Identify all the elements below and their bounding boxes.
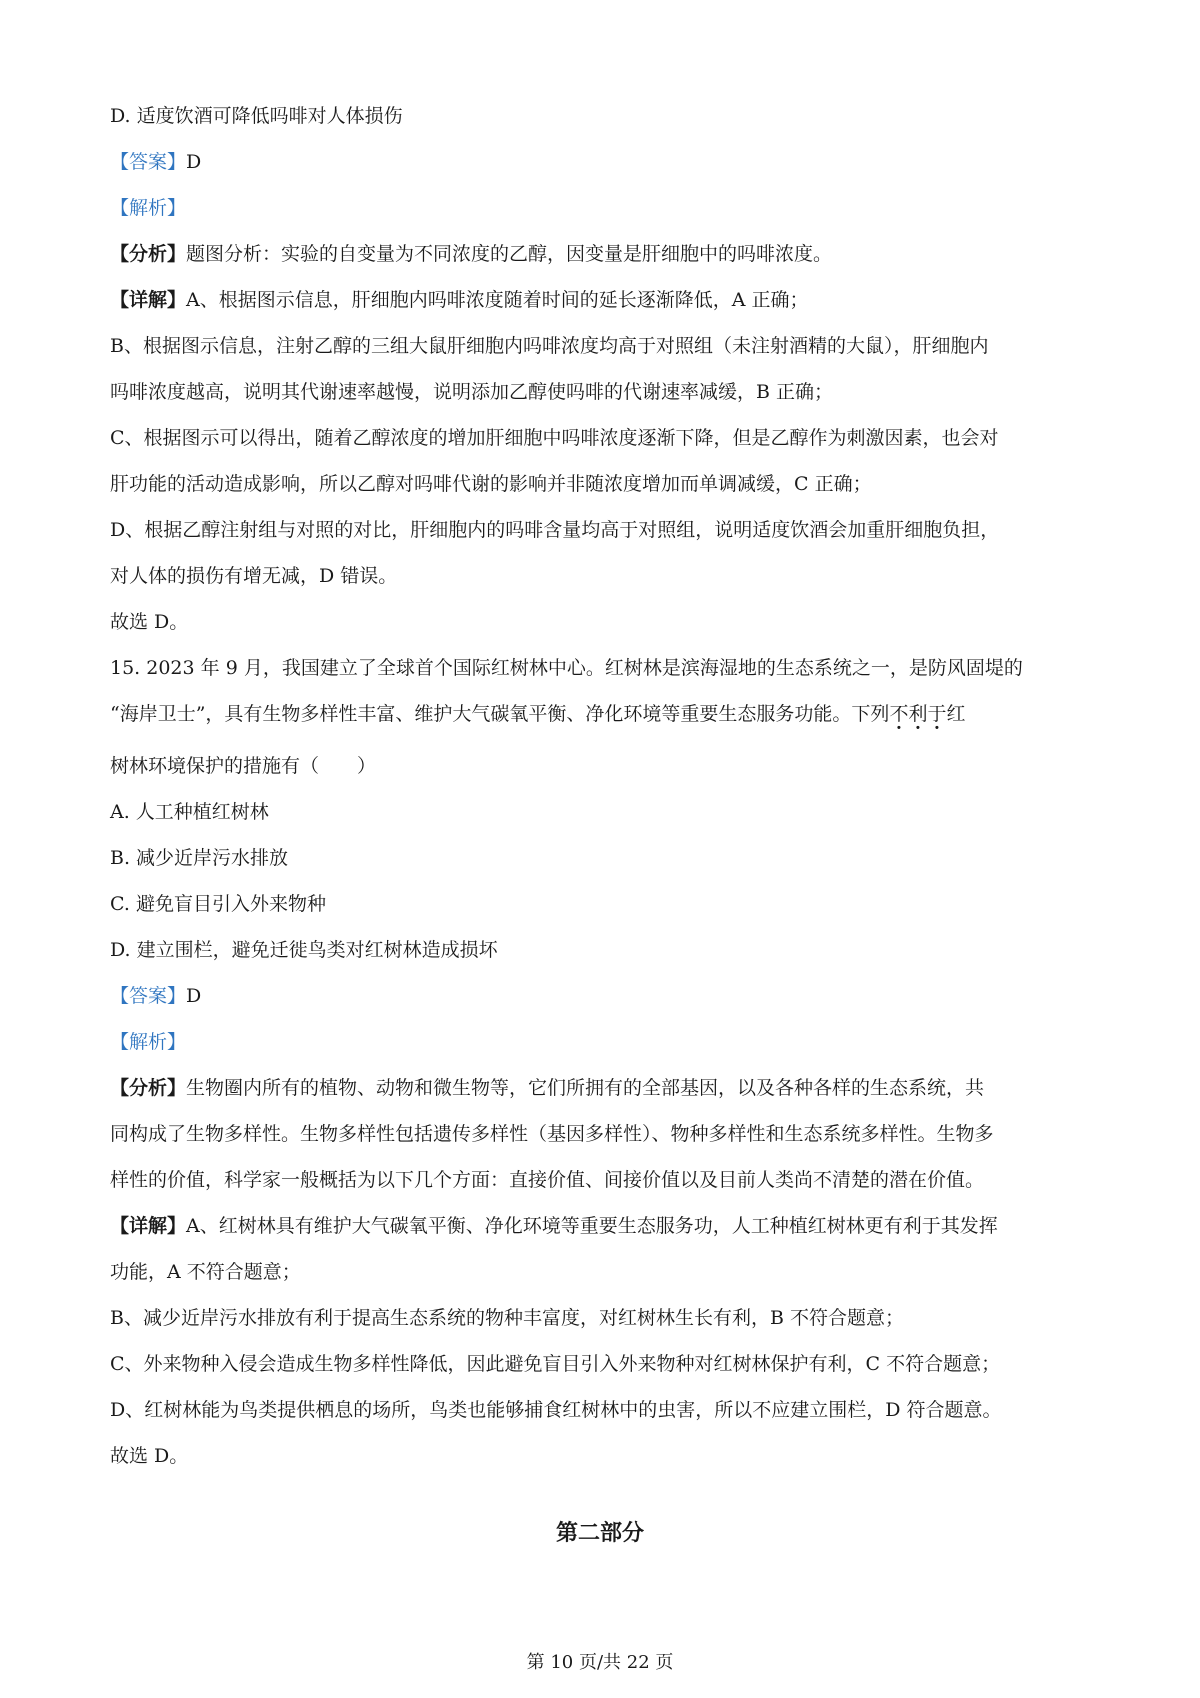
q15-b-line: B、减少近岸污水排放有利于提高生态系统的物种丰富度，对红树林生长有利，B 不符合题意；	[110, 1307, 904, 1329]
q14-fenxi-row	[110, 240, 1100, 268]
q14-answer-row	[110, 148, 1100, 176]
q15-answer-row	[110, 982, 1100, 1010]
q14-analysis-tag: 【解析】	[110, 197, 187, 219]
q15-fenxi-row	[110, 1074, 1100, 1102]
section-title: 第二部分	[555, 1520, 644, 1546]
q15-stem-line1: 15. 2023 年 9 月，我国建立了全球首个国际红树林中心。红树林是滨海湿地的生态系统之一，是防风固堤的	[110, 657, 1023, 679]
q15-xiangjie-row	[110, 1212, 1100, 1240]
q15-fenxi-line2: 同构成了生物多样性。生物多样性包括遗传多样性（基因多样性）、物种多样性和生态系统多样性。生物多	[110, 1123, 994, 1145]
fenxi-tag: 【分析】	[110, 1077, 187, 1099]
q14-d-line2: 对人体的损伤有增无减，D 错误。	[110, 565, 398, 587]
fenxi-tag: 【分析】	[110, 243, 187, 265]
q15-d-line: D、红树林能为鸟类提供栖息的场所，鸟类也能够捕食红树林中的虫害，所以不应建立围栏，D 符合题意。	[110, 1399, 1002, 1421]
q14-d-line1: D、根据乙醇注射组与对照的对比，肝细胞内的吗啡含量均高于对照组，说明适度饮酒会加重肝细胞负担，	[110, 519, 1000, 541]
q15-option-a: A. 人工种植红树林	[110, 801, 269, 823]
emphasis-char: 于	[927, 703, 947, 725]
q14-conclusion: 故选 D。	[110, 611, 189, 633]
answer-tag: 【答案】	[110, 985, 187, 1007]
q15-option-c: C. 避免盲目引入外来物种	[110, 893, 326, 915]
q15-fenxi-line1: 生物圈内所有的植物、动物和微生物等，它们所拥有的全部基因，以及各种各样的生态系统，共	[186, 1077, 985, 1099]
q14-xiangjie-row	[110, 286, 1100, 314]
q14-c-line1: C、根据图示可以得出，随着乙醇浓度的增加肝细胞中吗啡浓度逐渐下降，但是乙醇作为刺激因素，也会对	[110, 427, 999, 449]
q15-stem-line2	[110, 700, 1100, 728]
q15-option-d: D. 建立围栏，避免迁徙鸟类对红树林造成损坏	[110, 939, 498, 961]
xiangjie-tag: 【详解】	[110, 289, 187, 311]
q15-answer-value: D	[186, 985, 202, 1007]
q15-a-line1: A、红树林具有维护大气碳氧平衡、净化环境等重要生态服务功，人工种植红树林更有利于其发挥	[186, 1215, 998, 1237]
q15-fenxi-line3: 样性的价值，科学家一般概括为以下几个方面：直接价值、间接价值以及目前人类尚不清楚的潜在价值。	[110, 1169, 985, 1191]
q14-answer-value: D	[186, 151, 202, 173]
q14-b-line2: 吗啡浓度越高，说明其代谢速率越慢，说明添加乙醇使吗啡的代谢速率减缓，B 正确；	[110, 381, 834, 403]
q15-conclusion: 故选 D。	[110, 1445, 189, 1467]
q15-a-line2: 功能，A 不符合题意；	[110, 1261, 301, 1283]
q14-c-line2: 肝功能的活动造成影响，所以乙醇对吗啡代谢的影响并非随浓度增加而单调减缓，C 正确；	[110, 473, 872, 495]
q15-c-line: C、外来物种入侵会造成生物多样性降低，因此避免盲目引入外来物种对红树林保护有利，C 不符合题意；	[110, 1353, 1001, 1375]
q15-stem-line2-post: 红	[946, 703, 966, 725]
emphasis-char: 利	[908, 703, 928, 725]
emphasis-char: 不	[889, 703, 909, 725]
q15-analysis-tag: 【解析】	[110, 1031, 187, 1053]
xiangjie-tag: 【详解】	[110, 1215, 187, 1237]
q15-option-b: B. 减少近岸污水排放	[110, 847, 289, 869]
q14-fenxi-text: 题图分析：实验的自变量为不同浓度的乙醇，因变量是肝细胞中的吗啡浓度。	[186, 243, 833, 265]
q14-xiangjie-a: A、根据图示信息，肝细胞内吗啡浓度随着时间的延长逐渐降低，A 正确；	[186, 289, 809, 311]
answer-tag: 【答案】	[110, 151, 187, 173]
q14-b-line1: B、根据图示信息，注射乙醇的三组大鼠肝细胞内吗啡浓度均高于对照组（未注射酒精的大鼠），肝细胞内	[110, 335, 989, 357]
page-footer: 第 10 页/共 22 页	[526, 1652, 674, 1673]
q15-stem-line2-pre: “海岸卫士”，具有生物多样性丰富、维护大气碳氧平衡、净化环境等重要生态服务功能。下列	[110, 703, 890, 725]
q15-stem-line3: 树林环境保护的措施有（ ）	[110, 755, 377, 777]
q14-option-d: D. 适度饮酒可降低吗啡对人体损伤	[110, 105, 403, 127]
